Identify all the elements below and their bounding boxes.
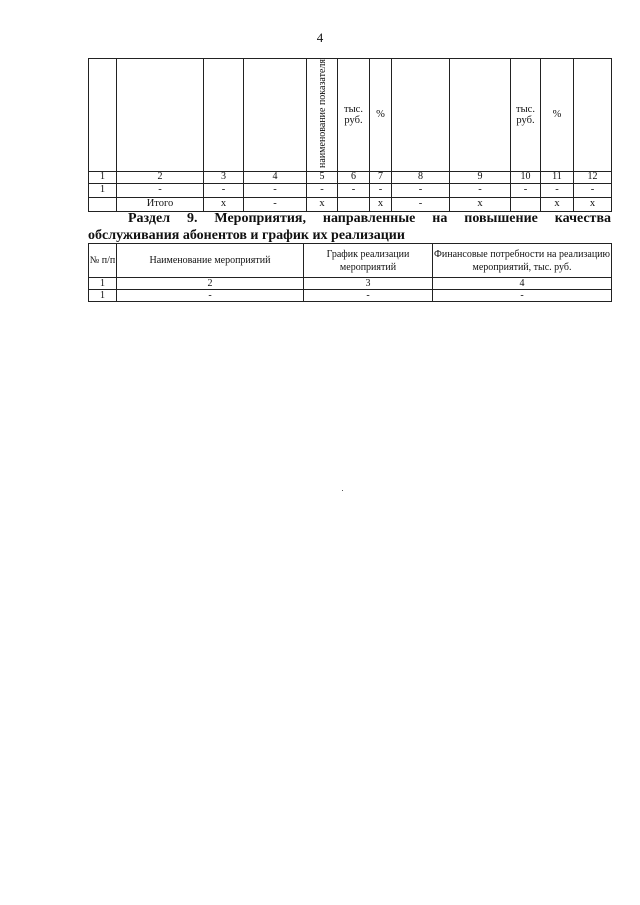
header-financial-needs: Финансовые потребности на реализацию мероприятий, тыс. руб. — [433, 244, 612, 278]
table-cell: - — [574, 183, 612, 197]
header-percent-1: % — [376, 109, 385, 121]
table-cell: - — [541, 183, 574, 197]
table1-header-cell — [117, 59, 204, 172]
table1-header-cell — [204, 59, 244, 172]
table-measures — [88, 243, 612, 302]
table-cell: - — [117, 290, 304, 302]
table-cell: - — [370, 183, 392, 197]
table-cell: 1 — [89, 183, 117, 197]
header-thousand-rub-2: тыс. руб. — [516, 103, 535, 126]
column-number: 4 — [244, 171, 307, 183]
table-indicators — [88, 58, 612, 212]
table1-column-numbers — [89, 171, 612, 183]
table1-header-cell — [574, 59, 612, 172]
column-number: 9 — [450, 171, 511, 183]
table-cell: 1 — [89, 290, 117, 302]
column-number: 12 — [574, 171, 612, 183]
table1-header-cell — [450, 59, 511, 172]
table-cell: - — [338, 183, 370, 197]
table1-header-cell — [541, 59, 574, 172]
table-cell: - — [244, 197, 307, 211]
column-number: 10 — [511, 171, 541, 183]
column-number: 2 — [117, 171, 204, 183]
column-number: 11 — [541, 171, 574, 183]
table-cell: х — [307, 197, 338, 211]
table-row — [89, 290, 612, 302]
total-label: Итого — [117, 197, 204, 211]
header-indicator-name: наименование показателя — [316, 59, 328, 168]
header-row-number: № п/п — [89, 244, 117, 278]
column-number: 8 — [392, 171, 450, 183]
page-number: 4 — [316, 30, 324, 45]
column-number: 5 — [307, 171, 338, 183]
table2-header-row — [89, 244, 612, 278]
table-cell: - — [392, 183, 450, 197]
column-number: 3 — [204, 171, 244, 183]
scan-speck — [342, 490, 343, 491]
table-cell: х — [204, 197, 244, 211]
table-cell: - — [117, 183, 204, 197]
table-cell: - — [307, 183, 338, 197]
column-number: 4 — [433, 278, 612, 290]
table2-column-numbers — [89, 278, 612, 290]
table-cell: х — [541, 197, 574, 211]
table-cell: - — [392, 197, 450, 211]
section-9-title-text: Раздел 9. Мероприятия, направленные на повышение качества обслуживания абонентов и график их реализации — [88, 211, 611, 243]
column-number: 7 — [370, 171, 392, 183]
table1-header-cell — [244, 59, 307, 172]
header-percent-2: % — [552, 109, 562, 121]
table-cell: - — [304, 290, 433, 302]
table1-header-cell — [89, 59, 117, 172]
table-cell: х — [450, 197, 511, 211]
table-row — [89, 183, 612, 197]
table-cell: - — [204, 183, 244, 197]
table1-header-cell — [370, 59, 392, 172]
table-cell: - — [433, 290, 612, 302]
table1-header-cell — [511, 59, 541, 172]
table-cell: - — [244, 183, 307, 197]
column-number: 3 — [304, 278, 433, 290]
table-cell: х — [574, 197, 612, 211]
column-number: 2 — [117, 278, 304, 290]
header-measure-name: Наименование мероприятий — [117, 244, 304, 278]
column-number: 6 — [338, 171, 370, 183]
header-thousand-rub-1: тыс. руб. — [344, 103, 363, 126]
table-cell: - — [450, 183, 511, 197]
table-cell: - — [511, 183, 541, 197]
column-number: 1 — [89, 278, 117, 290]
table1-header-cell — [307, 59, 338, 172]
column-number: 1 — [89, 171, 117, 183]
table-cell: х — [370, 197, 392, 211]
header-schedule: График реализации мероприятий — [304, 244, 433, 278]
table1-header-cell — [392, 59, 450, 172]
table1-header-row — [89, 59, 612, 172]
table1-header-cell — [338, 59, 370, 172]
section-9-title — [88, 210, 611, 244]
